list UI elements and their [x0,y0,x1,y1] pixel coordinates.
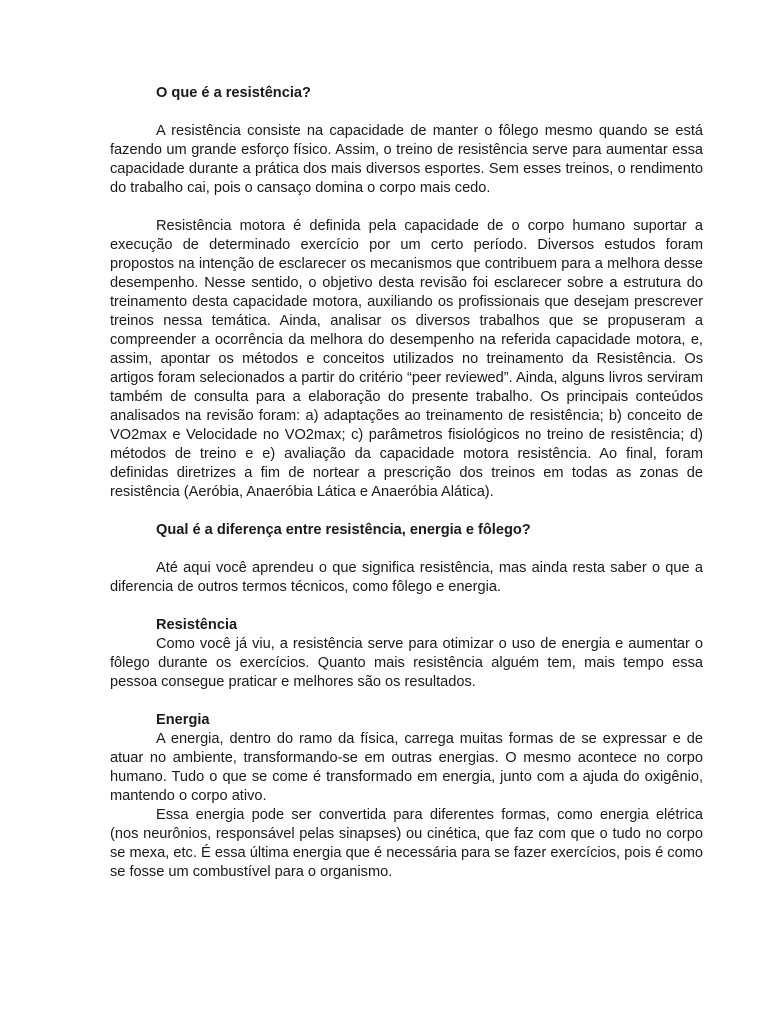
paragraph-energia-fisica: A energia, dentro do ramo da física, carrega muitas formas de se expressar e de atuar no ambiente, transformando-se em outras energias. O mesmo acontece no corpo humano. Tudo o que se come é transformado em energia, junto com a ajuda do oxigênio, mantendo o corpo ativo. [110,731,703,804]
paragraph-resistencia-definition: A resistência consiste na capacidade de manter o fôlego mesmo quando se está fazendo um grande esforço físico. Assim, o treino de resistência serve para aumentar essa capacidade durante a prática dos mais diversos esportes. Sem esses treinos, o rendimento do trabalho cai, pois o cansaço domina o corpo mais cedo. [110,123,703,196]
subheading-energia: Energia [156,712,210,728]
paragraph-energia-conversao: Essa energia pode ser convertida para diferentes formas, como energia elétrica (nos neurônios, responsável pelas sinapses) ou cinética, que faz com que o tudo no corpo se mexa, etc. É essa última energia que é necessária para se fazer exercícios, pois é como se fosse um combustível para o organismo. [110,807,703,880]
paragraph-resistencia-explanation: Como você já viu, a resistência serve para otimizar o uso de energia e aumentar o fôlego durante os exercícios. Quanto mais resistência alguém tem, mais tempo essa pessoa consegue praticar e melhores são os resultados. [110,636,703,690]
section-title-resistencia: O que é a resistência? [156,85,311,101]
paragraph-diferenca-intro: Até aqui você aprendeu o que significa resistência, mas ainda resta saber o que a diferencia de outros termos técnicos, como fôlego e energia. [110,560,703,595]
paragraph-resistencia-motora: Resistência motora é definida pela capacidade de o corpo humano suportar a execução de determinado exercício por um certo período. Diversos estudos foram propostos na intenção de esclarecer os mecanismos que contribuem para a melhora desse desempenho. Nesse sentido, o objetivo desta revisão foi esclarecer sobre a estrutura do treinamento desta capacidade motora, auxiliando os profissionais que desejam prescrever treinos nessa temática. Ainda, analisar os diversos trabalhos que se propuseram a compreender a ocorrência da melhora do desempenho na referida capacidade motora, e, assim, apontar os métodos e conceitos utilizados no treinamento da Resistência. Os artigos foram selecionados a partir do critério “peer reviewed”. Ainda, alguns livros serviram também de consulta para a elaboração do presente trabalho. Os principais conteúdos analisados na revisão foram: a) adaptações ao treinamento de resistência; b) conceito de VO2max e Velocidade no VO2max; c) parâmetros fisiológicos no treino de resistência; d) métodos de treino e e) avaliação da capacidade motora resistência. Ao final, foram definidas diretrizes a fim de nortear a prescrição dos treinos em todas as zonas de resistência (Aeróbia, Anaeróbia Lática e Anaeróbia Alática). [110,218,703,500]
subheading-resistencia: Resistência [156,617,238,633]
section-title-diferenca: Qual é a diferença entre resistência, energia e fôlego? [156,522,531,538]
document-page [110,84,703,901]
